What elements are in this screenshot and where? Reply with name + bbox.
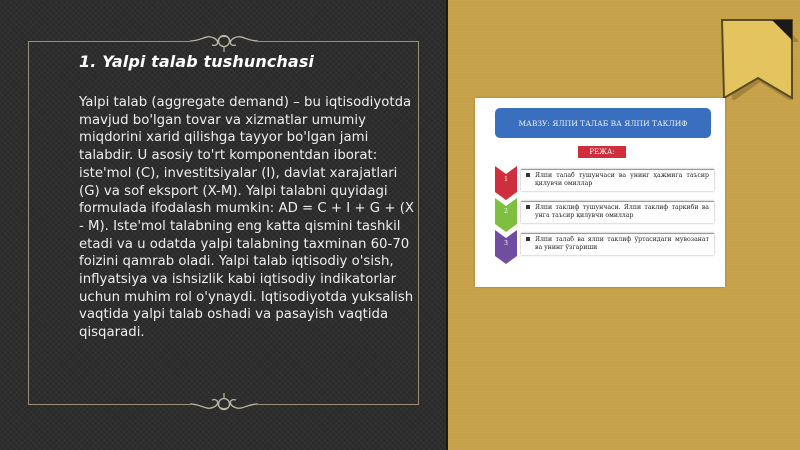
bullet-icon xyxy=(526,237,530,241)
chevron-down-icon xyxy=(495,198,517,232)
plan-item-text: Ялпи талаб тушунчаси ва унинг ҳажмига таъсир қилувчи омиллар xyxy=(535,172,709,187)
slide-thumbnail-image xyxy=(475,98,725,287)
flourish-ornament-icon xyxy=(188,392,260,416)
plan-item xyxy=(495,230,715,264)
plan-item-box xyxy=(521,201,714,223)
plan-item xyxy=(495,198,715,232)
plan-item-box xyxy=(521,233,714,255)
bullet-icon xyxy=(526,205,530,209)
frame-line-bottom-left xyxy=(28,404,190,405)
plan-item-number: 2 xyxy=(504,208,508,215)
panel-divider xyxy=(446,0,448,450)
bookmark-ribbon-icon xyxy=(720,18,798,100)
flourish-ornament-icon xyxy=(188,30,260,54)
plan-item-text: Ялпи талаб ва ялпи таклиф ўртасидаги мувозанат ва унинг ўзгариши xyxy=(535,236,709,251)
frame-line-bottom-right xyxy=(258,404,418,405)
plan-item-number: 3 xyxy=(504,240,508,247)
frame-line-top-left xyxy=(28,41,190,42)
bullet-icon xyxy=(526,173,530,177)
slide-body-text: Yalpi talab (aggregate demand) – bu iqtisodiyotda mavjud bo'lgan tovar va xizmatlar umumiy miqdorini xarid qilishga tayyor bo'lgan jami talabdir. U asosiy to'rt komponentdan iborat: iste'mol (C), investitsiyalar (I), davlat xarajatlari (G) va sof eksport (X-M). Yalpi talabni quyidagi formulada ifodalash mumkin: AD = C + I + G + (X - M). Iste'mol talabning eng katta qismini tashkil etadi va u odatda yalpi talabning taxminan 60-70 foizini qamrab oladi. Yalpi talab iqtisodiy o'sish, inflyatsiya va ishsizlik kabi iqtisodiy indikatorlar uchun muhim rol o'ynaydi. Iqtisodiyotda yuksalish vaqtida yalpi talab oshadi va pasayish vaqtida qisqaradi. xyxy=(79,95,414,341)
plan-item xyxy=(495,166,715,200)
plan-item-box xyxy=(521,169,714,191)
chevron-down-icon xyxy=(495,166,517,200)
slide-title: 1. Yalpi talab tushunchasi xyxy=(79,52,315,71)
slide-thumbnail-plan-label: РЕЖА: xyxy=(578,146,626,158)
chevron-down-icon xyxy=(495,230,517,264)
slide-thumbnail-title: МАВЗУ: ЯЛПИ ТАЛАБ ВА ЯЛПИ ТАКЛИФ xyxy=(495,108,711,138)
frame-line-left xyxy=(28,41,29,405)
plan-item-number: 1 xyxy=(504,176,508,183)
frame-line-top-right xyxy=(258,41,418,42)
plan-item-text: Ялпи таклиф тушунчаси. Ялпи таклиф таркиби ва унга таъсир қилувчи омиллар xyxy=(535,204,709,219)
